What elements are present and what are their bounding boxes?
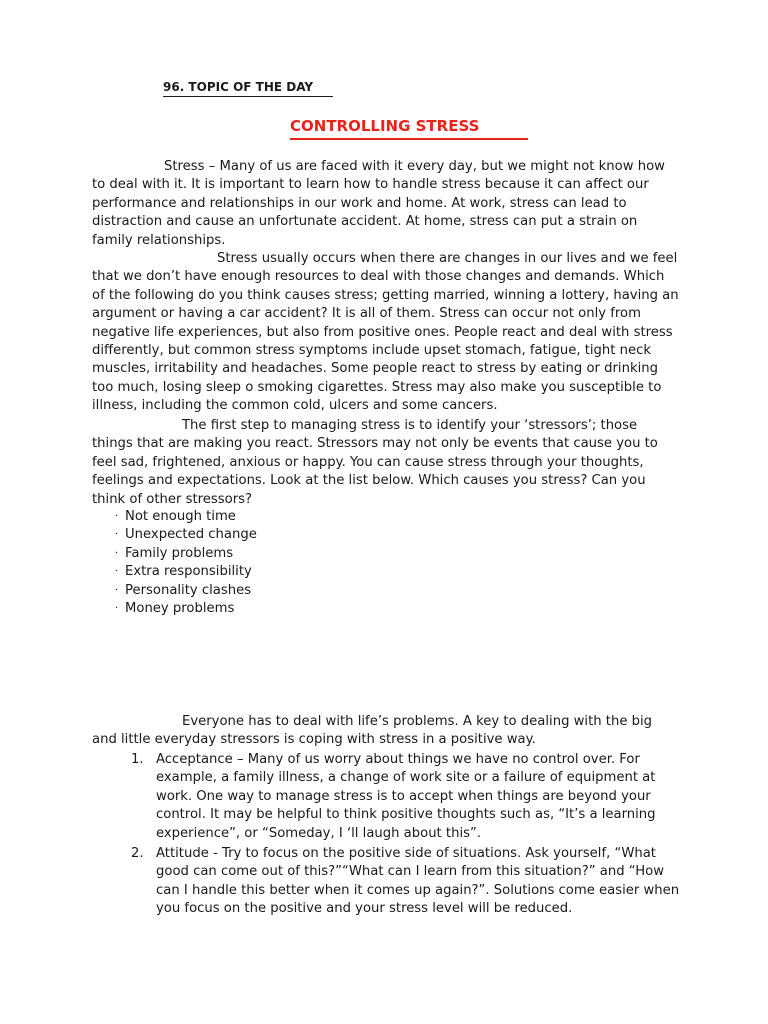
list-item-label: Extra responsibility [125, 564, 252, 580]
coping-item-attitude [131, 845, 679, 919]
paragraph-line: differently, but common stress symptoms include upset stomach, fatigue, tight neck [92, 342, 651, 358]
paragraph-line: Attitude - Try to focus on the positive side of situations. Ask yourself, “What [156, 846, 656, 861]
list-item [115, 508, 257, 526]
bullet-icon: · [115, 584, 119, 596]
paragraph-line: work. One way to manage stress is to accept when things are beyond your [156, 788, 651, 804]
list-item-label: Family problems [125, 545, 234, 561]
bullet-icon: · [115, 602, 119, 614]
paragraph-line: muscles, irritability and headaches. Some people react to stress by eating or drinking [92, 361, 658, 377]
item-number: 1. [131, 752, 144, 767]
paragraph-line: family relationships. [92, 232, 226, 248]
item-number: 2. [131, 846, 144, 861]
paragraph-line: Acceptance – Many of us worry about things we have no control over. For [156, 752, 640, 767]
paragraph-line: The first step to managing stress is to identify your ‘stressors’; those [182, 418, 638, 433]
paragraph-line: negative life experiences, but also from positive ones. People react and deal with stress [92, 324, 673, 340]
topic-heading: 96. TOPIC OF THE DAY [163, 79, 333, 97]
paragraph-line: things that are making you react. Stressors may not only be events that cause you to [92, 436, 658, 452]
list-item [115, 582, 257, 600]
paragraph-line: too much, losing sleep o smoking cigarettes. Stress may also make you susceptible to [92, 379, 662, 395]
paragraph-line: of the following do you think causes stress; getting married, winning a lottery, having an [92, 287, 679, 303]
bullet-icon: · [115, 529, 119, 541]
list-item [115, 563, 257, 581]
paragraph-causes [92, 250, 692, 416]
list-item-label: Not enough time [125, 509, 236, 524]
list-item [115, 526, 257, 544]
coping-item-acceptance [131, 751, 656, 843]
page-title: CONTROLLING STRESS [290, 116, 528, 140]
list-item [115, 545, 257, 563]
paragraph-line: Everyone has to deal with life’s problems. A key to dealing with the big [182, 714, 653, 729]
paragraph-line: Stress – Many of us are faced with it every day, but we might not know how [164, 159, 665, 174]
paragraph-stressors [92, 417, 692, 509]
paragraph-line: Stress usually occurs when there are changes in our lives and we feel [217, 251, 678, 266]
list-item [115, 600, 257, 618]
paragraph-line: feelings and expectations. Look at the list below. Which causes you stress? Can you [92, 473, 646, 489]
paragraph-line: think of other stressors? [92, 491, 252, 507]
paragraph-line: feel sad, frightened, anxious or happy. You can cause stress through your thoughts, [92, 454, 644, 470]
paragraph-line: performance and relationships in our work and home. At work, stress can lead to [92, 195, 627, 211]
stressor-list [115, 508, 257, 618]
paragraph-line: distraction and cause an unfortunate accident. At home, stress can put a strain on [92, 214, 638, 230]
paragraph-line: experience”, or “Someday, I ‘ll laugh about this”. [156, 825, 482, 841]
paragraph-line: that we don’t have enough resources to deal with those changes and demands. Which [92, 269, 665, 285]
list-item-label: Personality clashes [125, 582, 252, 598]
paragraph-line: control. It may be helpful to think positive thoughts such as, “It’s a learning [156, 807, 656, 823]
list-item-label: Money problems [125, 600, 235, 616]
paragraph-line: illness, including the common cold, ulcers and some cancers. [92, 398, 498, 414]
paragraph-line: example, a family illness, a change of work site or a failure of equipment at [156, 770, 656, 786]
bullet-icon: · [115, 511, 119, 522]
paragraph-line: you focus on the positive and your stress level will be reduced. [156, 901, 573, 917]
bullet-icon: · [115, 547, 119, 559]
paragraph-coping [92, 713, 692, 750]
paragraph-line: to deal with it. It is important to learn how to handle stress because it can affect our [92, 177, 649, 193]
list-item-label: Unexpected change [125, 527, 257, 543]
paragraph-intro [92, 158, 692, 250]
paragraph-line: argument or having a car accident? It is all of them. Stress can occur not only from [92, 306, 641, 322]
paragraph-line: and little everyday stressors is coping with stress in a positive way. [92, 732, 536, 748]
paragraph-line: good can come out of this?”“What can I learn from this situation?” and “How [156, 864, 665, 880]
paragraph-line: can I handle this better when it comes up again?”. Solutions come easier when [156, 882, 680, 898]
bullet-icon: · [115, 566, 119, 578]
